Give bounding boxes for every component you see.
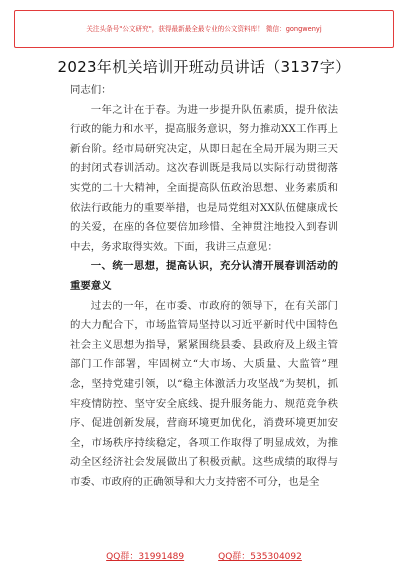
qq-group-1[interactable]: QQ群：31991489 [106,552,185,562]
greeting: 同志们： [70,84,112,96]
document-title: 2023年机关培训开班动员讲话（3137字） [57,58,351,76]
header-banner [14,10,394,48]
section-heading: 一、统一思想，提高认识，充分认清开展春训活动的重要意义 [70,260,338,292]
footer [0,549,408,562]
document-body [70,81,338,492]
paragraph: 一年之计在于春。为进一步提升队伍素质，提升依法行政的能力和水平，提高服务意识，努力推动XX工作再上新台阶。经市局研究决定，从即日起在全局开展为期三天的封闭式春训活动。这次春训既是我局以实际行动贯彻落实党的二十大精神，全面提高队伍政治思想、业务素质和依法行政能力的重要举措，也是局党组对XX队伍健康成长的关爱，在座的各位要倍加珍惜、全神贯注地投入到春训中去，务求取得实效。下面，我讲三点意见： [70,103,338,253]
qq-group-2[interactable]: QQ群：535304092 [218,552,302,562]
banner-text: 关注头条号"公文研究"，获得最新最全最专业的公文资料库！ 微信：gongwenyj [86,24,322,33]
paragraph: 过去的一年，在市委、市政府的领导下，在有关部门的大力配合下，市场监管局坚持以习近平新时代中国特色社会主义思想为指导，紧紧围绕县委、县政府及上级主管部门工作部署，牢固树立“大市场、大质量、大监管”理念，坚持党建引领，以“稳主体激活力攻坚战”为契机，抓牢疫情防控、坚守安全底线、提升服务能力、规范竞争秩序、促进创新发展，营商环境更加优化，消费环境更加安全，市场秩序持续稳定，各项工作取得了明显成效，为推动全区经济社会发展做出了积极贡献。这些成绩的取得与市委、市政府的正确领导和大力支持密不可分，也是全 [70,299,338,488]
